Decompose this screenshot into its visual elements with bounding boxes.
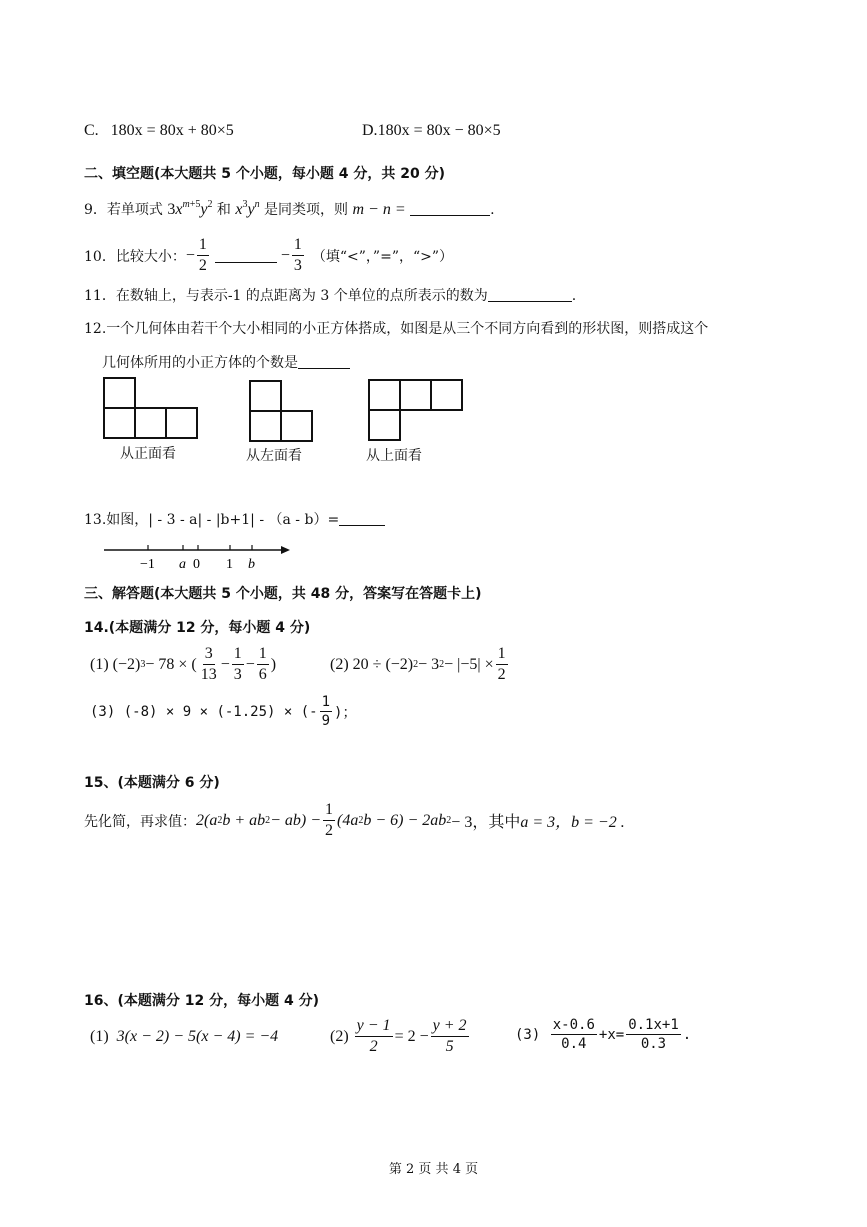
question-10: 10．比较大小： − $\frac{1}{2}$ − $\frac{1}{3}$ （填“<”，”=”，“>”） xyxy=(84,236,454,274)
q12-line-2 xyxy=(102,352,350,372)
front-view-cube xyxy=(103,407,136,439)
question-13 xyxy=(84,509,385,529)
q11-end: . xyxy=(571,288,577,304)
q15-title: 15、(本题满分 6 分) xyxy=(84,775,220,791)
q14-part-2: (2) 20 ÷ (−2) 2 − 3 2 − |−5| × $\frac{1}{2}$ xyxy=(330,645,506,683)
q15-frac: $\frac{1}{2}$ xyxy=(325,801,334,839)
q14-p1-frac-2: $\frac{1}{3}$ xyxy=(233,645,242,683)
q9-answer-blank[interactable] xyxy=(410,201,490,216)
q11-text: 11．在数轴上，与表示-1 的点距离为 3 个单位的点所表示的数为 xyxy=(84,288,488,304)
q16-title: 16、(本题满分 12 分，每小题 4 分) xyxy=(84,993,319,1009)
q14-p2-expr-c: − |−5| × xyxy=(444,655,494,673)
q14-p2-frac: $\frac{1}{2}$ xyxy=(497,645,506,683)
q15-expr-d: (4a xyxy=(337,811,359,829)
q14-p2-expr-b: − 3 xyxy=(418,655,440,673)
q14-p1-label: (1) xyxy=(90,655,109,673)
q14-p3-expr: (-8) × 9 × (-1.25) × (- xyxy=(123,703,318,720)
tick-label-a: a xyxy=(179,557,186,572)
q13-text: 13.如图，| - 3 - a| - |b+1| - （a - b）= xyxy=(84,512,340,528)
top-view-cube xyxy=(430,379,463,411)
q16-p3-end: . xyxy=(682,1026,692,1043)
q10-prefix: 10．比较大小： xyxy=(84,248,186,265)
section3-title: 三、解答题(本大题共 5 个小题，共 48 分，答案写在答题卡上) xyxy=(84,586,482,602)
q16-part-2 xyxy=(330,1018,471,1055)
q9-suffix: 是同类项，则 xyxy=(264,202,349,218)
q14-part-3 xyxy=(90,695,356,728)
q14-p1-expr-b: − 78 × ( xyxy=(145,655,197,673)
number-line xyxy=(100,538,300,572)
q12-line-2-text: 几何体所用的小正方体的个数是 xyxy=(102,355,298,371)
q15-prefix: 先化简，再求值： xyxy=(84,813,196,830)
top-view-cube xyxy=(399,379,432,411)
question-11 xyxy=(84,285,576,305)
q16-p2-frac-1: $\frac{y - 1}{2}$ xyxy=(356,1017,391,1055)
q14-p3-end: )； xyxy=(334,704,357,721)
q15-expr-a: 2(a xyxy=(196,811,218,829)
top-view-label: 从上面看 xyxy=(366,448,422,464)
top-view-cube xyxy=(368,409,401,441)
q10-fraction-1: $\frac{1}{2}$ xyxy=(198,236,207,274)
page-footer: 第 2 页 共 4 页 xyxy=(388,1162,479,1177)
option-d-expr: 180x = 80x − 80×5 xyxy=(377,122,501,139)
q16-p3-mid: +x= xyxy=(598,1026,625,1043)
left-view-cube xyxy=(280,410,313,442)
q9-mid: 和 xyxy=(216,202,231,218)
left-view-cube xyxy=(249,380,282,412)
q16-p2-mid: = 2 − xyxy=(394,1027,429,1045)
q14-p1-frac-3: $\frac{1}{6}$ xyxy=(258,645,267,683)
q14-p2-label: (2) xyxy=(330,655,349,673)
option-d-label: D. xyxy=(362,122,378,139)
q15-expr-f: − 3，其中 xyxy=(451,814,521,831)
q9-monomial-2: $x^3y^n$ xyxy=(235,199,260,218)
q14-p3-label: (3) xyxy=(90,703,116,720)
number-line-arrow xyxy=(281,546,290,554)
front-view-cube xyxy=(165,407,198,439)
q16-p3-label: (3) xyxy=(515,1026,541,1043)
q15-body: 先化简，再求值： 2(a 2 b + ab 2 − ab) − $\frac{1}{2}$ (4a 2 b − 6) − 2ab 2 − 3，其中 a = 3，b = −2 . xyxy=(84,801,625,839)
q12-answer-blank[interactable] xyxy=(298,354,350,369)
q9-prefix: 9．若单项式 xyxy=(84,202,163,218)
front-view-cube xyxy=(103,377,136,409)
tick-label-zero: 0 xyxy=(193,557,200,572)
q14-p2-expr: 20 ÷ (−2) xyxy=(352,655,414,673)
q9-end: . xyxy=(490,202,495,218)
q8-option-d xyxy=(362,122,501,140)
option-c-expr: 180x = 80x + 80×5 xyxy=(110,122,234,139)
tick-label-minus-one: −1 xyxy=(140,557,155,572)
q12-line-1: 12.一个几何体由若干个大小相同的小正方体搭成，如图是从三个不同方向看到的形状图，则搭成这个 xyxy=(84,321,709,337)
q9-expr: m − n = xyxy=(352,201,406,218)
section2-title: 二、填空题(本大题共 5 个小题，每小题 4 分，共 20 分) xyxy=(84,166,446,182)
q16-part-3 xyxy=(515,1018,691,1051)
q16-part-1 xyxy=(90,1028,278,1046)
option-c-label: C. xyxy=(84,122,99,139)
q10-hint: （填“<”，”=”，“>”） xyxy=(311,248,454,265)
front-view-cube xyxy=(134,407,167,439)
q16-p2-label: (2) xyxy=(330,1027,349,1045)
q13-answer-blank[interactable] xyxy=(339,511,385,526)
q14-title: 14.(本题满分 12 分，每小题 4 分) xyxy=(84,620,311,636)
q16-p3-frac-1: $\frac{x-0.6}{0.4}$ xyxy=(552,1017,595,1052)
q16-p1-expr: 3(x − 2) − 5(x − 4) = −4 xyxy=(116,1028,279,1045)
left-view-cube xyxy=(249,410,282,442)
q15-expr-b: b + ab xyxy=(222,811,266,829)
q10-fraction-2: $\frac{1}{3}$ xyxy=(293,236,302,274)
question-9 xyxy=(84,199,495,219)
left-view-label: 从左面看 xyxy=(246,448,302,464)
q16-p2-frac-2: $\frac{y + 2}{5}$ xyxy=(432,1017,467,1055)
q15-condition: a = 3，b = −2 . xyxy=(520,814,625,831)
q15-expr-c: − ab) − xyxy=(270,811,322,829)
q14-p1-expr-a: (−2) xyxy=(112,655,141,673)
top-view-cube xyxy=(368,379,401,411)
q15-expr-e: b − 6) − 2ab xyxy=(363,811,447,829)
q11-answer-blank[interactable] xyxy=(488,287,572,302)
q16-p3-frac-2: $\frac{0.1x+1}{0.3}$ xyxy=(628,1017,679,1052)
q9-monomial-1: $3x^{m+5}y^2$ xyxy=(167,199,213,218)
tick-label-one: 1 xyxy=(226,557,233,572)
tick-label-b: b xyxy=(248,557,255,572)
q16-p1-label: (1) xyxy=(90,1028,109,1045)
q10-answer-blank[interactable] xyxy=(215,248,277,263)
front-view-label: 从正面看 xyxy=(120,446,176,462)
q8-option-c xyxy=(84,122,234,140)
q14-p1-frac-1: $\frac{3}{13}$ xyxy=(200,645,217,683)
q14-part-1: (1) (−2) 3 − 78 × ( $\frac{3}{13}$ − $\frac{1}{3}$ − $\frac{1}{6}$ ) xyxy=(90,645,277,683)
q14-p3-frac: $\frac{1}{9}$ xyxy=(321,694,331,729)
